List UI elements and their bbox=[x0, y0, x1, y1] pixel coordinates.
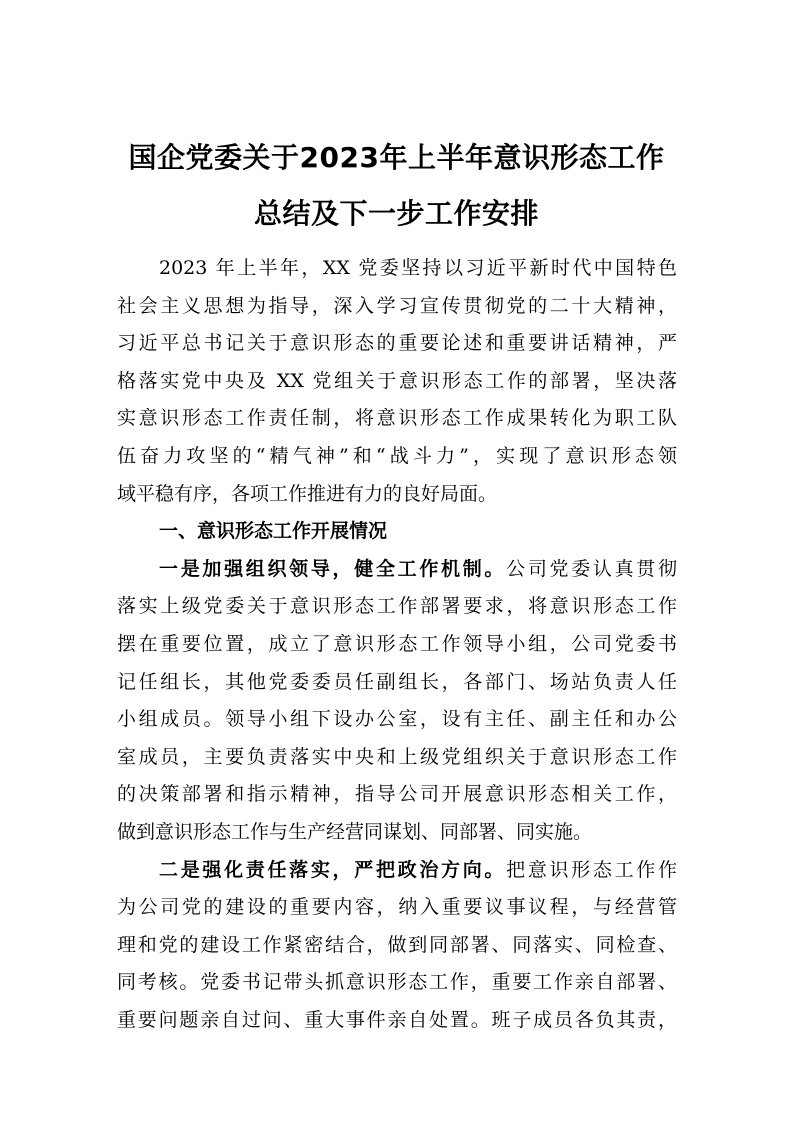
paragraph-1-line: 2023 年上半年，XX 党委坚持以习近平新时代中国特色 bbox=[159, 257, 677, 279]
document-body bbox=[117, 250, 677, 1039]
item-2-lead: 二是强化责任落实，严把政治方向。 bbox=[159, 858, 507, 881]
paragraph-1-line: 伍奋力攻坚的“精气神”和“战斗力”，实现了意识形态领 bbox=[117, 444, 677, 467]
item-1-line: 室成员，主要负责落实中央和上级党组织关于意识形态工作 bbox=[117, 745, 677, 768]
item-1-first-rest: 公司党委认真贯彻 bbox=[506, 557, 677, 580]
item-2-line: 重要问题亲自过问、重大事件亲自处置。班子成员各负其责， bbox=[117, 1008, 677, 1031]
paragraph-1-line: 实意识形态工作责任制，将意识形态工作成果转化为职工队 bbox=[117, 407, 677, 430]
item-1-line: 的决策部署和指示精神，指导公司开展意识形态相关工作， bbox=[117, 783, 677, 806]
item-1-line: 落实上级党委关于意识形态工作部署要求，将意识形态工作 bbox=[117, 595, 677, 618]
item-2-first-rest: 把意识形态工作作 bbox=[506, 858, 677, 881]
item-1-line: 小组成员。领导小组下设办公室，设有主任、副主任和办公 bbox=[117, 708, 677, 731]
item-1-first-line bbox=[117, 551, 677, 589]
paragraph-1-line: 习近平总书记关于意识形态的重要论述和重要讲话精神，严 bbox=[117, 332, 677, 355]
paragraph-1-line: 格落实党中央及 XX 党组关于意识形态工作的部署，坚决落 bbox=[117, 369, 677, 392]
item-2-line: 同考核。党委书记带头抓意识形态工作，重要工作亲自部署、 bbox=[117, 971, 677, 994]
item-1-line: 做到意识形态工作与生产经营同谋划、同部署、同实施。 bbox=[117, 820, 593, 843]
item-1-lead: 一是加强组织领导，健全工作机制。 bbox=[159, 557, 507, 580]
document-title-line-1: 国企党委关于2023年上半年意识形态工作 bbox=[128, 141, 665, 174]
item-1-line: 摆在重要位置，成立了意识形态工作领导小组，公司党委书 bbox=[117, 632, 677, 655]
section-heading: 一、意识形态工作开展情况 bbox=[159, 520, 388, 543]
document-title-line-2: 总结及下一步工作安排 bbox=[253, 197, 539, 230]
paragraph-1-line: 社会主义思想为指导，深入学习宣传贯彻党的二十大精神， bbox=[117, 294, 677, 317]
item-1-line: 记任组长，其他党委委员任副组长，各部门、场站负责人任 bbox=[117, 670, 677, 693]
item-2-line: 为公司党的建设的重要内容，纳入重要议事议程，与经营管 bbox=[117, 896, 677, 919]
item-2-first-line bbox=[117, 852, 677, 890]
item-2-line: 理和党的建设工作紧密结合，做到同部署、同落实、同检查、 bbox=[117, 933, 677, 956]
paragraph-1-line: 域平稳有序，各项工作推进有力的良好局面。 bbox=[117, 482, 498, 505]
